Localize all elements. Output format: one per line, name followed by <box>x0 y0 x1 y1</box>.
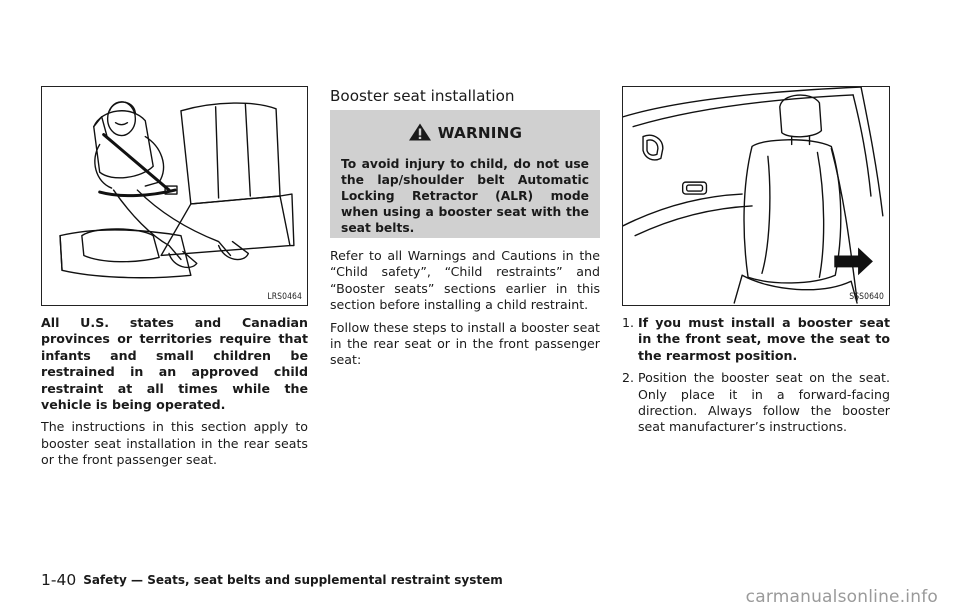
page-footer <box>41 571 503 589</box>
step-text: If you must install a booster seat in the front seat, move the seat to the rearmost position. <box>638 315 890 363</box>
figure-code: LRS0464 <box>267 292 302 302</box>
watermark: carmanualsonline.info <box>745 587 938 607</box>
step-text: Position the booster seat on the seat. Only place it in a forward-facing direction. Always follow the booster seat manufacturer’s instructions. <box>638 370 890 435</box>
step-2 <box>622 370 890 436</box>
intro-paragraph: The instructions in this section apply to booster seat installation in the rear seats or the front passenger seat. <box>41 419 308 468</box>
warning-text: To avoid injury to child, do not use the lap/shoulder belt Automatic Locking Retractor (ALR) mode when using a booster seat with the seat belts. <box>341 157 589 235</box>
figure-child-booster <box>41 86 308 306</box>
section-paragraph-1: Refer to all Warnings and Cautions in the “Child safety”, “Child restraints” and “Booster seats” sections earlier in this section before installing a child restraint. <box>330 248 600 313</box>
figure-front-seat <box>622 86 890 306</box>
intro-bold-paragraph: All U.S. states and Canadian provinces or territories require that infants and small children be restrained in an approved child restraint at all times while the vehicle is being operated. <box>41 315 308 413</box>
right-column <box>622 315 890 442</box>
steps-list <box>622 315 890 436</box>
step-number: 2. <box>622 370 635 386</box>
section-paragraph-2: Follow these steps to install a booster seat in the rear seat or in the front passenger seat: <box>330 319 600 368</box>
figure-code: SSS0640 <box>849 292 884 302</box>
warning-box <box>330 110 600 238</box>
middle-column <box>330 248 600 369</box>
footer-section-title: Safety — Seats, seat belts and supplemental restraint system <box>83 573 503 587</box>
step-1 <box>622 315 890 364</box>
step-number: 1. <box>622 315 635 330</box>
page-number: 1-40 <box>41 571 77 589</box>
warning-triangle-icon <box>408 122 432 142</box>
warning-title: WARNING <box>437 124 523 142</box>
front-seat-illustration <box>623 87 889 305</box>
child-booster-illustration <box>42 87 307 305</box>
warning-title-row <box>330 122 600 142</box>
section-heading: Booster seat installation <box>330 87 515 105</box>
left-column <box>41 315 308 469</box>
